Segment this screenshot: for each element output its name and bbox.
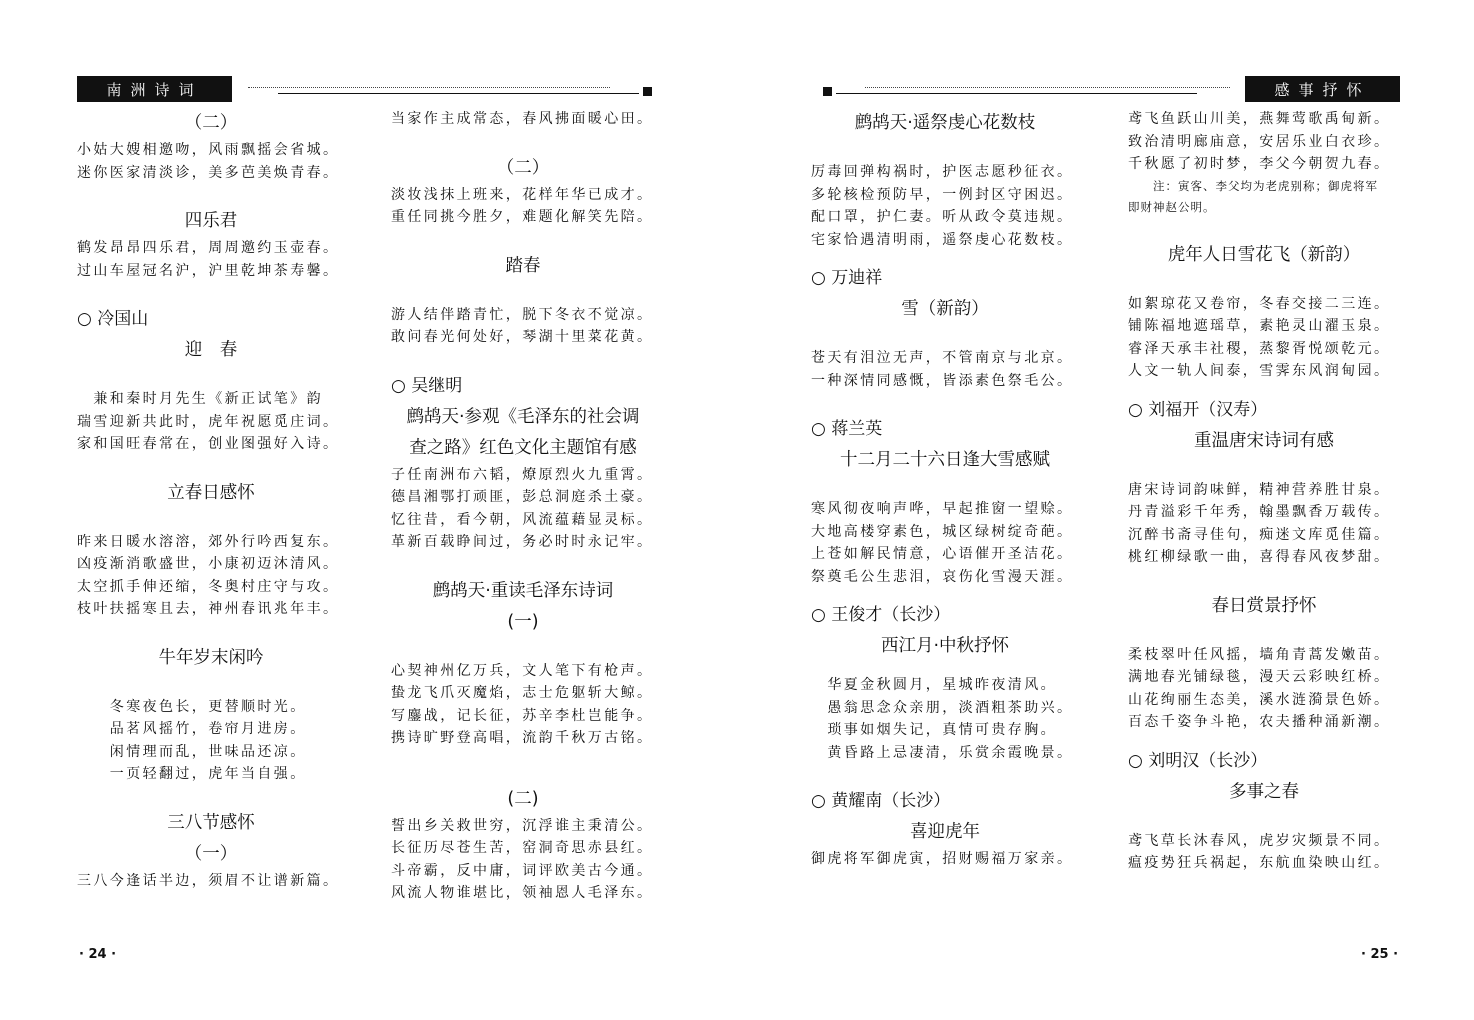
author-name: ○ 吴继明 (391, 375, 463, 396)
verse-line: 苍天有泪泣无声，不管南京与北京。 (811, 350, 1074, 366)
poem-title: 鹧鸪天·遥祭虔心花数枝 (854, 113, 1036, 133)
text-column-1 (77, 108, 345, 892)
verse-line: 沉醉书斋寻佳句，痴迷文库觅佳篇。 (1128, 526, 1391, 543)
spacer (811, 251, 1079, 263)
verse-line: 山花绚丽生态美，溪水涟漪景色娇。 (1128, 691, 1391, 708)
verse-line: 斗帝霸，反中庸，词评欧美古今通。 (391, 862, 654, 879)
verse-line: 一种深情同感慨，皆添素色祭毛公。 (811, 372, 1074, 389)
verse-line: 敢问春光何处好，琴湖十里菜花黄。 (391, 329, 654, 345)
verse-line: 大地高楼穿素色，城区绿树绽奇葩。 (811, 523, 1074, 540)
verse-line: 一页轻翻过，虎年当自强。 (77, 766, 307, 782)
poem-title: 鹧鸪天·参观《毛泽东的社会调 (406, 406, 640, 427)
spacer (1128, 218, 1400, 240)
spacer (391, 554, 655, 576)
header-solid-rule (278, 93, 639, 94)
poem-title: 四乐君 (184, 211, 238, 231)
verse-line: 兼和秦时月先生《新正试笔》韵 (77, 391, 323, 407)
verse-line: 上苍如解民情意，心语催开圣洁花。 (811, 546, 1074, 562)
poem-title: （一） (184, 843, 238, 864)
verse-line: 御虎将军御虎寅，招财赐福万家亲。 (811, 851, 1074, 867)
verse-line: 满地春光铺绿毯，漫天云彩映红桥。 (1128, 669, 1391, 685)
verse-line: 当家作主成常态，春风拂面暖心田。 (391, 111, 654, 127)
verse-line: 人文一轨人间泰，雪霁东风润甸园。 (1128, 363, 1391, 379)
text-column-1 (811, 108, 1079, 871)
poem-title: 多事之春 (1229, 781, 1299, 802)
verse-line: 闲情理而乱，世味品还凉。 (77, 743, 307, 760)
verse-line: 迷你医家清淡诊，美多芭美焕青春。 (77, 164, 340, 181)
author-name: ○ 冷国山 (77, 309, 149, 329)
verse-line: 小姑大嫂相邀吻，风雨飘摇会省城。 (77, 142, 340, 158)
spacer (1128, 383, 1400, 395)
verse-line: 品茗风摇竹，卷帘月进房。 (77, 721, 307, 737)
spacer (391, 750, 655, 772)
spacer (1128, 808, 1400, 830)
verse-line: 寒风彻夜响声哗，早起推窗一望赊。 (811, 501, 1074, 517)
header-rule-square (823, 87, 832, 96)
spacer (1128, 569, 1400, 591)
annotation-note: 即财神赵公明。 (1128, 199, 1216, 214)
verse-line: 冬寒夜色长，更替顺时光。 (77, 698, 307, 715)
verse-line: 心契神州亿万兵，文人笔下有枪声。 (391, 662, 654, 679)
verse-line: 风流人物谁堪比，领袖恩人毛泽东。 (391, 885, 654, 901)
verse-line: 淡妆浅抹上班来，花样年华已成才。 (391, 186, 654, 203)
verse-line: 子任南洲布六韬，燎原烈火九重霄。 (391, 466, 654, 483)
spacer (1128, 457, 1400, 479)
verse-line: 三八今逢话半边，须眉不让谱新篇。 (77, 872, 340, 889)
spacer (391, 229, 655, 251)
author-name: ○ 刘福开（汉寿） (1128, 399, 1268, 420)
poem-title: 春日赏景抒怀 (1211, 595, 1317, 616)
verse-line: 祭奠毛公生悲泪，哀伤化雪漫天涯。 (811, 568, 1074, 585)
verse-line: 华夏金秋圆月，星城昨夜清风。 (811, 677, 1057, 693)
poem-title: 鹧鸪天·重读毛泽东诗词 (432, 580, 614, 601)
poem-title: 西江月·中秋抒怀 (880, 636, 1010, 656)
verse-line: 瑞雪迎新共此时，虎年祝愿觅庄词。 (77, 413, 340, 430)
page-number: · 24 · (79, 947, 117, 962)
spacer (77, 786, 345, 808)
poem-title: （二） (184, 113, 238, 133)
poem-title: 踏春 (505, 255, 541, 276)
header-dotted-rule (865, 87, 1230, 88)
poem-title: 三八节感怀 (167, 812, 255, 833)
poem-title: 立春日感怀 (167, 482, 255, 503)
verse-line: 昨来日暖水溶溶，郊外行吟西复东。 (77, 533, 340, 550)
verse-line: 瘟疫势狂兵祸起，东航血染映山红。 (1128, 855, 1391, 871)
right-page (737, 0, 1474, 1020)
verse-line: 革新百载睁间过，务必时时永记牢。 (391, 534, 654, 550)
poem-title: (一) (507, 611, 539, 632)
spacer (77, 674, 345, 696)
verse-line: 写鏖战，记长征，苏辛李杜岂能争。 (391, 707, 654, 724)
poem-title: 重温唐宋诗词有感 (1194, 430, 1334, 451)
verse-line: 蛰龙飞爪灭魔焰，志士危躯斩大鲸。 (391, 685, 654, 701)
text-column-2 (1128, 108, 1400, 875)
verse-line: 凶疫渐消歌盛世，小康初迈沐清风。 (77, 556, 340, 572)
header-dotted-rule (248, 87, 610, 88)
header-rule-square (643, 87, 652, 96)
author-name: ○ 刘明汉（长沙） (1128, 750, 1268, 771)
verse-line: 长征历尽苍生苦，窑洞奇思赤县红。 (391, 840, 654, 856)
spacer (77, 456, 345, 478)
verse-line: 多轮核检预防早，一例封区守困迟。 (811, 186, 1074, 203)
author-name: ○ 黄耀南（长沙） (811, 791, 951, 811)
verse-line: 唐宋诗词韵味鲜，精神营养胜甘泉。 (1128, 481, 1391, 498)
verse-line: 如絮琼花又卷帘，冬春交接二三连。 (1128, 295, 1391, 312)
spacer (811, 325, 1079, 347)
verse-line: 忆往昔，看今朝，风流蕴藉显灵标。 (391, 511, 654, 528)
verse-line: 琐事如烟失记，真情可贵存胸。 (811, 722, 1057, 738)
spacer (77, 621, 345, 643)
verse-line: 致治清明廊庙意，安居乐业白衣珍。 (1128, 133, 1391, 150)
poem-title: 雪（新韵） (901, 299, 989, 319)
spacer (391, 772, 655, 784)
verse-line: 百态千姿争斗艳，农夫播种涌新潮。 (1128, 714, 1391, 730)
verse-line: 鸢飞草长沐春风，虎岁灾频景不同。 (1128, 832, 1391, 849)
text-column-2 (391, 108, 655, 905)
verse-line: 宅家恰遇清明雨，遥祭虔心花数枝。 (811, 231, 1074, 248)
verse-line: 配口罩，护仁妻。听从政令莫违规。 (811, 209, 1074, 225)
spacer (1128, 271, 1400, 293)
spacer (77, 282, 345, 304)
spacer (391, 131, 655, 153)
verse-line: 鹤发昂昂四乐君，周周邀约玉壶春。 (77, 240, 340, 256)
author-name: ○ 王俊才（长沙） (811, 605, 951, 625)
poem-title: 虎年人日雪花飞（新韵） (1167, 244, 1361, 265)
header-solid-rule (836, 93, 1197, 94)
spacer (77, 366, 345, 388)
section-label: 感事抒怀 (1245, 76, 1400, 102)
verse-line: 重任同挑今胜夕，难题化解笑先陪。 (391, 209, 654, 225)
poem-title: 查之路》红色文化主题馆有感 (409, 437, 637, 458)
poem-title: 牛年岁末闲吟 (158, 647, 264, 668)
spacer (391, 282, 655, 304)
author-name: ○ 万迪祥 (811, 268, 883, 288)
spacer (811, 764, 1079, 786)
verse-line: 愚翁思念众亲朋，淡酒粗茶助兴。 (811, 699, 1074, 716)
poem-title: （二） (496, 157, 550, 178)
verse-line: 千秋愿了初时梦，李父今朝贺九春。 (1128, 156, 1391, 172)
page-number: · 25 · (1361, 947, 1399, 962)
poem-title: 喜迎虎年 (910, 822, 980, 842)
spacer (811, 588, 1079, 600)
spacer (77, 509, 345, 531)
poem-title: 迎 春 (184, 340, 238, 360)
verse-line: 携诗旷野登高唱，流韵千秋万古铭。 (391, 730, 654, 746)
spacer (391, 349, 655, 371)
poem-title: (二) (507, 788, 539, 809)
verse-line: 游人结伴踏青忙，脱下冬衣不觉凉。 (391, 306, 654, 323)
author-name: ○ 蒋兰英 (811, 419, 883, 439)
spacer (811, 392, 1079, 414)
section-label: 南洲诗词 (77, 76, 232, 102)
spacer (811, 476, 1079, 498)
verse-line: 桃红柳绿歌一曲，喜得春风夜梦甜。 (1128, 549, 1391, 565)
verse-line: 厉毒回弹构祸时，护医志愿秒征衣。 (811, 164, 1074, 180)
verse-line: 黄昏路上忌凄清，乐赏余霞晚景。 (811, 744, 1074, 761)
verse-line: 过山车屋冠名沪，沪里乾坤茶寿馨。 (77, 262, 340, 279)
verse-line: 鸢飞鱼跃山川美，燕舞莺歌禹甸新。 (1128, 111, 1391, 127)
verse-line: 睿泽天承丰社稷，蒸黎胥悦颂乾元。 (1128, 340, 1391, 357)
verse-line: 丹青溢彩千年秀，翰墨飘香万载传。 (1128, 504, 1391, 520)
spacer (1128, 734, 1400, 746)
spacer (811, 139, 1079, 161)
spacer (811, 662, 1079, 674)
spacer (1128, 622, 1400, 644)
verse-line: 德昌湘鄂打顽匪，彭总洞庭杀土豪。 (391, 489, 654, 505)
annotation-note: 注：寅客、李父均为老虎别称；御虎将军 (1128, 178, 1378, 193)
spacer (391, 638, 655, 660)
verse-line: 枝叶扶摇寒且去，神州春讯兆年丰。 (77, 601, 340, 617)
poem-title: 十二月二十六日逢大雪感赋 (840, 450, 1050, 470)
spacer (77, 184, 345, 206)
verse-line: 柔枝翠叶任风摇，墙角青蒿发嫩苗。 (1128, 646, 1391, 663)
verse-line: 誓出乡关救世穷，沉浮谁主秉清公。 (391, 817, 654, 834)
verse-line: 家和国旺春常在，创业图强好入诗。 (77, 436, 340, 452)
verse-line: 铺陈福地遮瑶草，素艳灵山濯玉泉。 (1128, 318, 1391, 334)
verse-line: 太空抓手伸还缩，冬奥村庄守与攻。 (77, 578, 340, 595)
